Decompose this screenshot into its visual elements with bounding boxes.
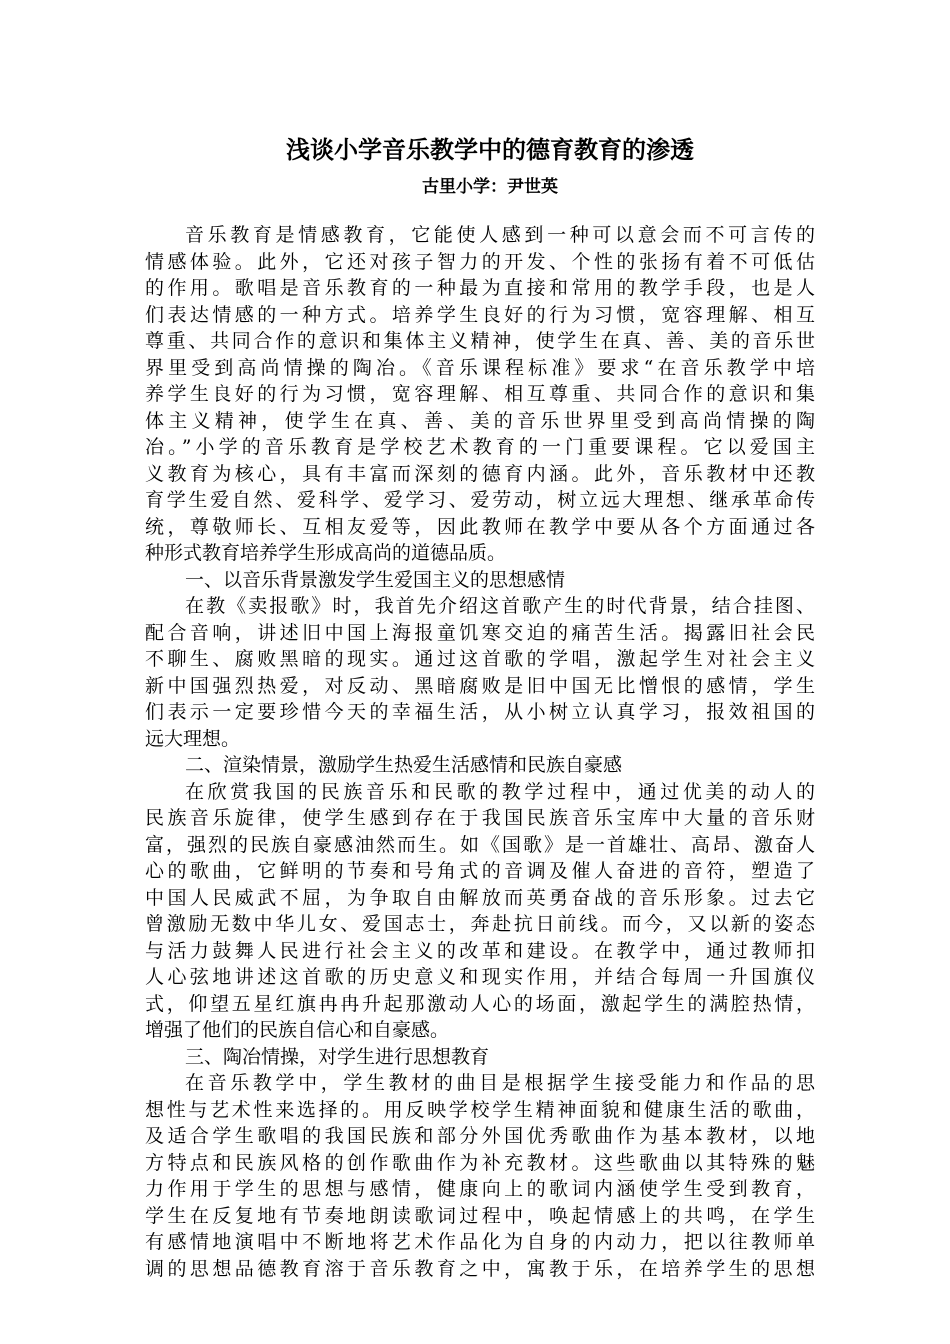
document-author: 古里小学：尹世英 — [422, 177, 558, 197]
paragraph-line: 在音乐教学中，学生教材的曲目是根据学生接受能力和作品的思 — [185, 1072, 815, 1094]
paragraph-line: 新中国强烈热爱，对反动、黑暗腐败是旧中国无比憎恨的感情，学生 — [145, 674, 815, 697]
document-title: 浅谈小学音乐教学中的德育教育的渗透 — [286, 136, 694, 164]
paragraph-line: 富，强烈的民族自豪感油然而生。如《国歌》是一首雄壮、高昂、激奋人 — [145, 833, 815, 856]
section-heading: 三、陶冶情操，对学生进行思想教育 — [185, 1045, 490, 1068]
paragraph-line: 义教育为核心，具有丰富而深刻的德育内涵。此外，音乐教材中还教 — [145, 462, 815, 485]
paragraph-line: 们表达情感的一种方式。培养学生良好的行为习惯，宽容理解、相互 — [145, 303, 815, 326]
paragraph-line: 音乐教育是情感教育，它能使人感到一种可以意会而不可言传的 — [185, 224, 815, 246]
paragraph-line: 及适合学生歌唱的我国民族和部分外国优秀歌曲作为基本教材，以地 — [145, 1125, 815, 1147]
paragraph-line: 统，尊敬师长、互相友爱等，因此教师在教学中要从各个方面通过各 — [145, 515, 815, 538]
document-body — [145, 222, 815, 1282]
paragraph-line: 情感体验。此外，它还对孩子智力的开发、个性的张扬有着不可低估 — [145, 250, 815, 273]
paragraph-line: 尊重、共同合作的意识和集体主义精神，使学生在真、善、美的音乐世 — [145, 330, 815, 352]
paragraph-line: 养学生良好的行为习惯，宽容理解、相互尊重、共同合作的意识和集 — [145, 383, 815, 405]
paragraph-line: 界里受到高尚情操的陶冶。《音乐课程标准》要求“在音乐教学中培 — [145, 356, 815, 379]
paragraph-line: 心的歌曲，它鲜明的节奏和号角式的音调及催人奋进的音符，塑造了 — [145, 860, 815, 882]
paragraph-line: 中国人民威武不屈，为争取自由解放而英勇奋战的音乐形象。过去它 — [145, 886, 815, 909]
paragraph-line: 式，仰望五星红旗冉冉升起那激动人心的场面，激起学生的满腔热情， — [145, 992, 815, 1015]
paragraph-line: 们表示一定要珍惜今天的幸福生活，从小树立认真学习，报效祖国的 — [145, 701, 815, 723]
paragraph-line: 民族音乐旋律，使学生感到存在于我国民族音乐宝库中大量的音乐财 — [145, 807, 815, 829]
paragraph-line: 远大理想。 — [145, 727, 241, 750]
paragraph-line: 种形式教育培养学生形成高尚的道德品质。 — [145, 542, 507, 564]
paragraph-line: 冶。”小学的音乐教育是学校艺术教育的一门重要课程。它以爱国主 — [145, 436, 815, 458]
paragraph-line: 在教《卖报歌》时，我首先介绍这首歌产生的时代背景，结合挂图、 — [185, 595, 815, 617]
paragraph-line: 方特点和民族风格的创作歌曲作为补充教材。这些歌曲以其特殊的魅 — [145, 1151, 815, 1174]
paragraph-line: 有感情地演唱中不断地将艺术作品化为自身的内动力，把以往教师单 — [145, 1231, 815, 1253]
paragraph-line: 与活力鼓舞人民进行社会主义的改革和建设。在教学中，通过教师扣 — [145, 939, 815, 962]
paragraph-line: 增强了他们的民族自信心和自豪感。 — [145, 1019, 450, 1041]
paragraph-line: 想性与艺术性来选择的。用反映学校学生精神面貌和健康生活的歌曲， — [145, 1098, 815, 1121]
paragraph-line: 力作用于学生的思想与感情，健康向上的歌词内涵使学生受到教育， — [145, 1178, 815, 1200]
paragraph-line: 的作用。歌唱是音乐教育的一种最为直接和常用的教学手段，也是人 — [145, 277, 815, 299]
paragraph-line: 不聊生、腐败黑暗的现实。通过这首歌的学唱，激起学生对社会主义 — [145, 648, 815, 670]
paragraph-line: 育学生爱自然、爱科学、爱学习、爱劳动，树立远大理想、继承革命传 — [145, 489, 815, 511]
paragraph-line: 配合音响，讲述旧中国上海报童饥寒交迫的痛苦生活。揭露旧社会民 — [145, 621, 815, 644]
paragraph-line: 人心弦地讲述这首歌的历史意义和现实作用，并结合每周一升国旗仪 — [145, 966, 815, 988]
paragraph-line: 体主义精神，使学生在真、善、美的音乐世界里受到高尚情操的陶 — [145, 409, 815, 432]
paragraph-line: 在欣赏我国的民族音乐和民歌的教学过程中，通过优美的动人的 — [185, 780, 815, 803]
section-heading: 一、以音乐背景激发学生爱国主义的思想感情 — [185, 568, 566, 591]
paragraph-line: 学生在反复地有节奏地朗读歌词过程中，唤起情感上的共鸣，在学生 — [145, 1204, 815, 1227]
section-heading: 二、渲染情景，激励学生热爱生活感情和民族自豪感 — [185, 754, 623, 776]
paragraph-line: 调的思想品德教育溶于音乐教育之中，寓教于乐，在培养学生的思想 — [145, 1257, 815, 1280]
paragraph-line: 曾激励无数中华儿女、爱国志士，奔赴抗日前线。而今，又以新的姿态 — [145, 913, 815, 935]
